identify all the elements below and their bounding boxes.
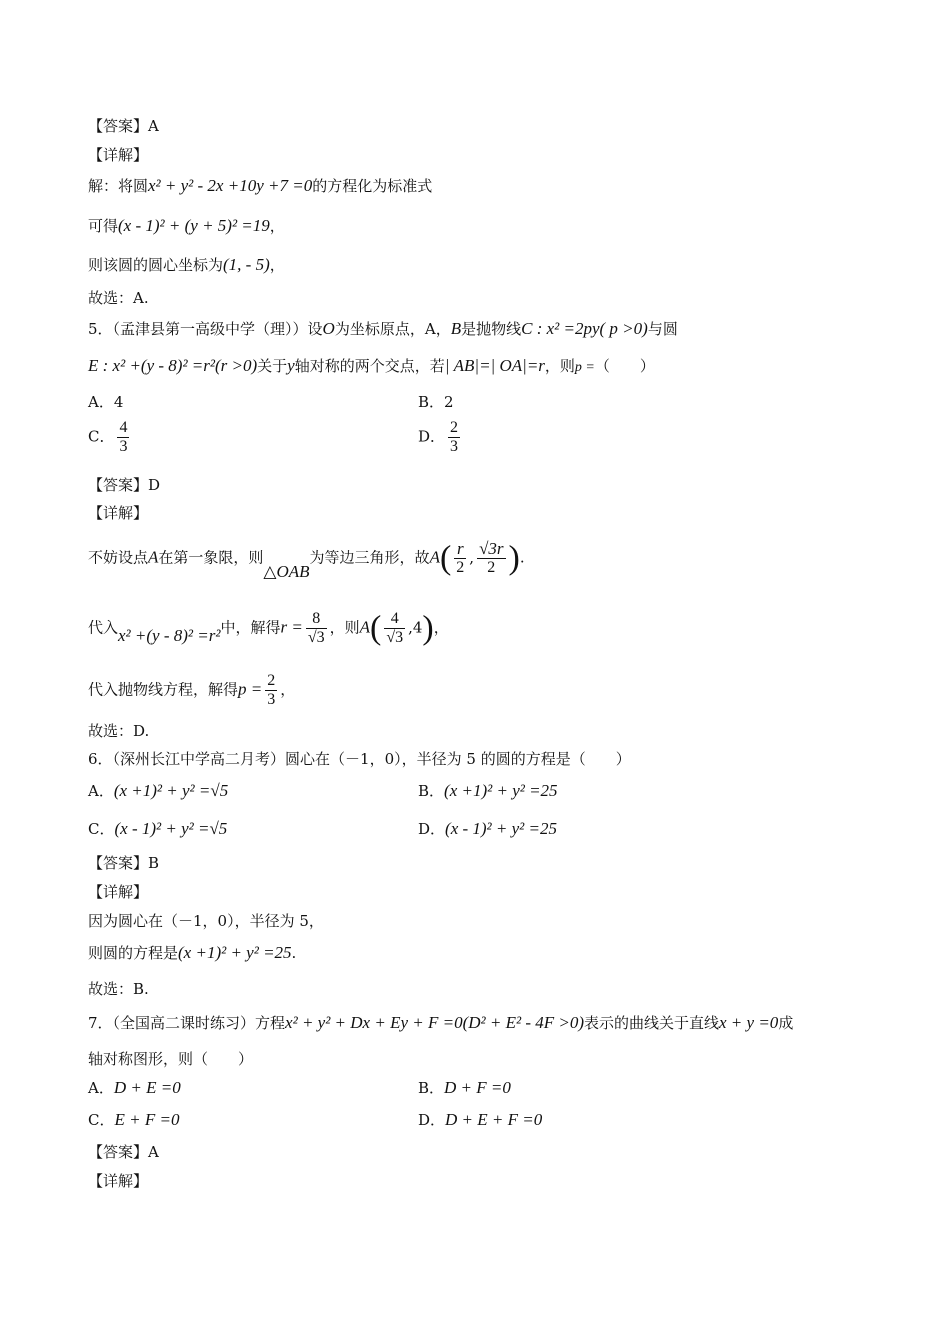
q5-answer: 【答案】D — [88, 476, 161, 494]
q4-detail-heading: 【详解】 — [88, 146, 149, 164]
q7-answer: 【答案】A — [88, 1143, 159, 1161]
q4-choose: 故选：A. — [88, 289, 149, 307]
equation: (x +1)² + y² =25 — [178, 943, 292, 962]
q5-option-d: D． $\frac{2}{3}$ — [418, 419, 459, 455]
equation: E : x² +(y - 8)² =r²(r >0) — [88, 356, 258, 375]
equation: x² +(y - 8)² =r² — [118, 625, 221, 645]
q6-stem: 6．（深州长江中学高二月考）圆心在（－1，0），半径为 5 的圆的方程是（ ） — [88, 750, 631, 768]
q5-option-a: A．4 — [88, 393, 124, 411]
q5-stem-line-1: 5．（孟津县第一高级中学（理））设O为坐标原点，A，B是抛物线C : x² =2py( p >0)与圆 — [88, 319, 678, 338]
equation: (1, - 5) — [223, 255, 270, 274]
equation: (x - 1)² + (y + 5)² =19 — [118, 216, 270, 235]
q6-option-a: A．(x +1)² + y² =√5 — [88, 781, 229, 800]
q7-option-d: D．D + E + F =0 — [418, 1110, 543, 1129]
q7-stem-line-2: 轴对称图形，则（ ） — [88, 1050, 254, 1068]
q5-solution-line-1: 不妨设点A在第一象限，则△OAB为等边三角形，故A( $\frac{r}{2}$ , $\frac{√3r}{2}$ ). — [88, 539, 525, 581]
q4-answer: 【答案】A — [88, 117, 159, 135]
q5-option-b: B．2 — [418, 393, 454, 411]
q5-stem-line-2: E : x² +(y - 8)² =r²(r >0)关于y轴对称的两个交点，若| AB|=| OA|=r，则p =（ ） — [88, 356, 655, 375]
q7-option-b: B．D + F =0 — [418, 1078, 511, 1097]
equation: x² + y² + Dx + Ey + F =0(D² + E² - 4F >0) — [285, 1013, 584, 1032]
q6-option-d: D．(x - 1)² + y² =25 — [418, 819, 557, 838]
q6-option-c: C．(x - 1)² + y² =√5 — [88, 819, 228, 838]
q4-solution-line-3: 则该圆的圆心坐标为(1, - 5)， — [88, 255, 285, 274]
q5-choose: 故选：D. — [88, 722, 150, 740]
q6-detail-heading: 【详解】 — [88, 883, 149, 901]
q7-detail-heading: 【详解】 — [88, 1172, 149, 1190]
equation: x² + y² - 2x +10y +7 =0 — [148, 176, 313, 195]
q6-answer: 【答案】B — [88, 854, 160, 872]
q4-solution-line-2: 可得(x - 1)² + (y + 5)² =19， — [88, 216, 285, 235]
q7-option-c: C．E + F =0 — [88, 1110, 180, 1129]
q6-solution-line-1: 因为圆心在（－1，0），半径为 5， — [88, 912, 324, 930]
q4-solution-line-1: 解：将圆x² + y² - 2x +10y +7 =0的方程化为标准式 — [88, 176, 433, 195]
q5-detail-heading: 【详解】 — [88, 504, 149, 522]
q5-solution-line-2: 代入x² +(y - 8)² =r²中，解得r = $\frac{8}{√3}$ ，则A( $\frac{4}{√3}$ ,4)， — [88, 609, 449, 647]
q6-choose: 故选：B. — [88, 980, 149, 998]
q5-solution-line-3: 代入抛物线方程，解得p = $\frac{2}{3}$ ， — [88, 672, 296, 708]
q5-option-c: C． $\frac{4}{3}$ — [88, 419, 128, 455]
q7-option-a: A．D + E =0 — [88, 1078, 181, 1097]
equation: C : x² =2py( p >0) — [521, 319, 648, 338]
q6-option-b: B．(x +1)² + y² =25 — [418, 781, 558, 800]
q6-solution-line-2: 则圆的方程是(x +1)² + y² =25. — [88, 943, 297, 962]
q7-stem-line-1: 7．（全国高二课时练习）方程x² + y² + Dx + Ey + F =0(D² + E² - 4F >0)表示的曲线关于直线x + y =0成 — [88, 1013, 794, 1032]
